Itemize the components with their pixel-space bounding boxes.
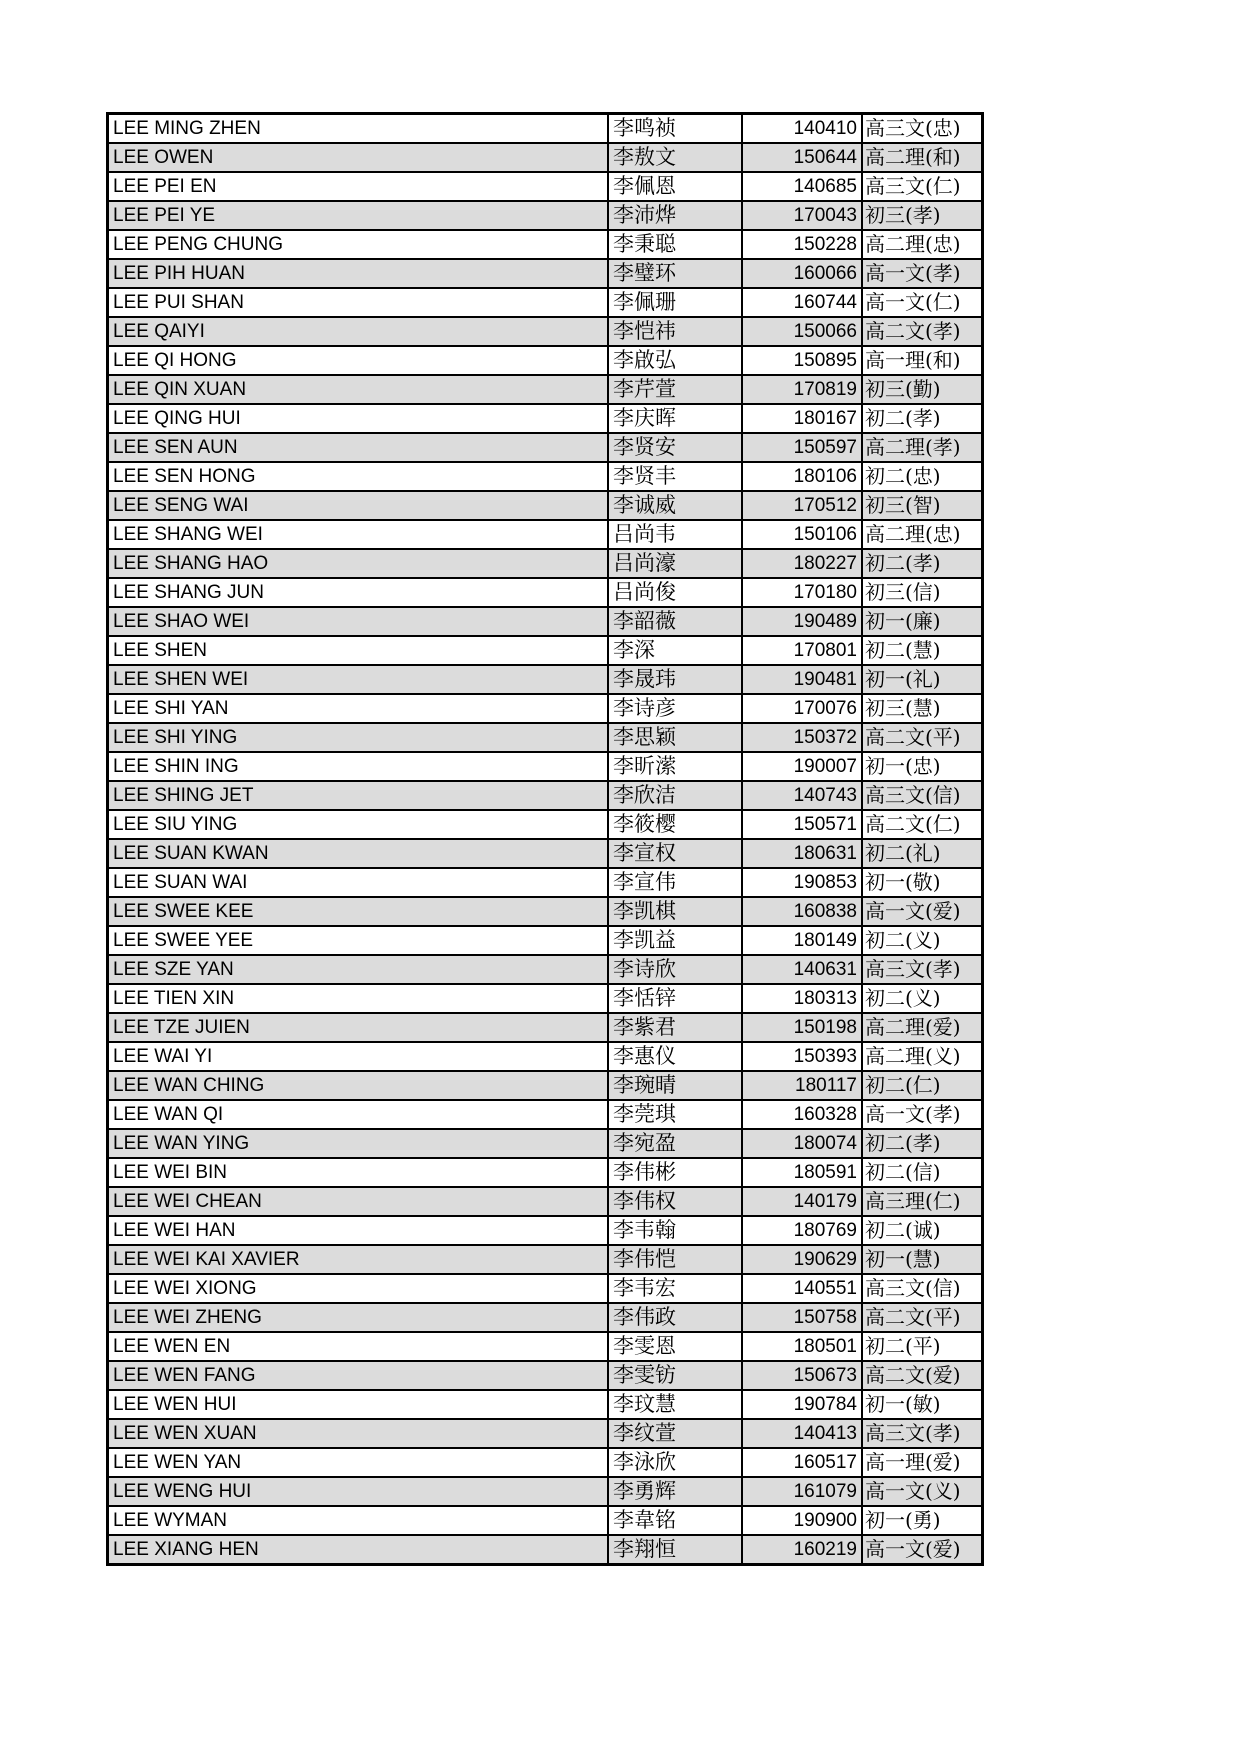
class-cell: 初二(礼)	[862, 839, 983, 868]
table-row	[108, 143, 983, 172]
class-cell: 高一文(孝)	[862, 259, 983, 288]
table-row	[108, 1245, 983, 1274]
class-cell: 高一文(义)	[862, 1477, 983, 1506]
student-id-cell: 140410	[742, 114, 862, 144]
student-name-cell: LEE WEI CHEAN	[108, 1187, 609, 1216]
student-id-cell: 180117	[742, 1071, 862, 1100]
student-name-cell: LEE WEN YAN	[108, 1448, 609, 1477]
chinese-name-cell: 李鸣祯	[608, 114, 742, 144]
class-cell: 初二(义)	[862, 926, 983, 955]
student-id-cell: 160744	[742, 288, 862, 317]
chinese-name-cell: 李沛烨	[608, 201, 742, 230]
student-name-cell: LEE QIN XUAN	[108, 375, 609, 404]
class-cell: 初一(廉)	[862, 607, 983, 636]
student-id-cell: 180149	[742, 926, 862, 955]
class-cell: 高二理(忠)	[862, 520, 983, 549]
table-row	[108, 346, 983, 375]
table-row	[108, 1390, 983, 1419]
class-cell: 高二理(忠)	[862, 230, 983, 259]
table-row	[108, 201, 983, 230]
table-row	[108, 897, 983, 926]
student-name-cell: LEE TZE JUIEN	[108, 1013, 609, 1042]
class-cell: 高一文(爱)	[862, 897, 983, 926]
student-id-cell: 170512	[742, 491, 862, 520]
student-name-cell: LEE SEN HONG	[108, 462, 609, 491]
chinese-name-cell: 李莞琪	[608, 1100, 742, 1129]
class-cell: 高二理(和)	[862, 143, 983, 172]
chinese-name-cell: 李敖文	[608, 143, 742, 172]
chinese-name-cell: 李佩珊	[608, 288, 742, 317]
class-cell: 初一(敏)	[862, 1390, 983, 1419]
chinese-name-cell: 李勇辉	[608, 1477, 742, 1506]
table-row	[108, 839, 983, 868]
student-name-cell: LEE SHEN WEI	[108, 665, 609, 694]
chinese-name-cell: 李芹萱	[608, 375, 742, 404]
class-cell: 初三(信)	[862, 578, 983, 607]
student-name-cell: LEE WENG HUI	[108, 1477, 609, 1506]
class-cell: 高三文(孝)	[862, 955, 983, 984]
student-name-cell: LEE WEI HAN	[108, 1216, 609, 1245]
student-id-cell: 180313	[742, 984, 862, 1013]
student-name-cell: LEE WEN FANG	[108, 1361, 609, 1390]
chinese-name-cell: 李泳欣	[608, 1448, 742, 1477]
class-cell: 初二(义)	[862, 984, 983, 1013]
student-id-cell: 180631	[742, 839, 862, 868]
student-name-cell: LEE QAIYI	[108, 317, 609, 346]
table-row	[108, 1477, 983, 1506]
student-name-cell: LEE QI HONG	[108, 346, 609, 375]
table-row	[108, 810, 983, 839]
student-name-cell: LEE SHAO WEI	[108, 607, 609, 636]
chinese-name-cell: 李凯棋	[608, 897, 742, 926]
student-id-cell: 150372	[742, 723, 862, 752]
student-id-cell: 140685	[742, 172, 862, 201]
class-cell: 高三文(信)	[862, 781, 983, 810]
class-cell: 高二文(仁)	[862, 810, 983, 839]
student-name-cell: LEE SWEE KEE	[108, 897, 609, 926]
student-roster-table	[106, 112, 984, 1566]
student-id-cell: 150673	[742, 1361, 862, 1390]
table-row	[108, 752, 983, 781]
chinese-name-cell: 李韋铭	[608, 1506, 742, 1535]
class-cell: 初二(平)	[862, 1332, 983, 1361]
student-name-cell: LEE SHI YING	[108, 723, 609, 752]
student-id-cell: 170076	[742, 694, 862, 723]
student-name-cell: LEE SHIN ING	[108, 752, 609, 781]
table-row	[108, 1071, 983, 1100]
table-row	[108, 1303, 983, 1332]
table-row	[108, 1419, 983, 1448]
student-name-cell: LEE PEI YE	[108, 201, 609, 230]
class-cell: 高二理(爱)	[862, 1013, 983, 1042]
chinese-name-cell: 李雯恩	[608, 1332, 742, 1361]
table-row	[108, 491, 983, 520]
student-name-cell: LEE WEN HUI	[108, 1390, 609, 1419]
chinese-name-cell: 吕尚濠	[608, 549, 742, 578]
class-cell: 初三(智)	[862, 491, 983, 520]
class-cell: 高三理(仁)	[862, 1187, 983, 1216]
student-id-cell: 150895	[742, 346, 862, 375]
student-id-cell: 160517	[742, 1448, 862, 1477]
chinese-name-cell: 李凯益	[608, 926, 742, 955]
chinese-name-cell: 李玟慧	[608, 1390, 742, 1419]
table-row	[108, 1042, 983, 1071]
student-id-cell: 150758	[742, 1303, 862, 1332]
table-row	[108, 1332, 983, 1361]
table-row	[108, 1187, 983, 1216]
student-name-cell: LEE PIH HUAN	[108, 259, 609, 288]
student-name-cell: LEE XIANG HEN	[108, 1535, 609, 1565]
chinese-name-cell: 李诗欣	[608, 955, 742, 984]
class-cell: 高三文(孝)	[862, 1419, 983, 1448]
table-row	[108, 1158, 983, 1187]
class-cell: 初一(勇)	[862, 1506, 983, 1535]
table-row	[108, 230, 983, 259]
class-cell: 初三(慧)	[862, 694, 983, 723]
student-name-cell: LEE SIU YING	[108, 810, 609, 839]
student-id-cell: 180074	[742, 1129, 862, 1158]
student-id-cell: 140551	[742, 1274, 862, 1303]
chinese-name-cell: 李恺祎	[608, 317, 742, 346]
student-id-cell: 190629	[742, 1245, 862, 1274]
student-name-cell: LEE SHANG WEI	[108, 520, 609, 549]
table-row	[108, 926, 983, 955]
chinese-name-cell: 李欣洁	[608, 781, 742, 810]
chinese-name-cell: 李佩恩	[608, 172, 742, 201]
chinese-name-cell: 吕尚俊	[608, 578, 742, 607]
student-name-cell: LEE WAI YI	[108, 1042, 609, 1071]
class-cell: 高一文(仁)	[862, 288, 983, 317]
student-id-cell: 190489	[742, 607, 862, 636]
chinese-name-cell: 李深	[608, 636, 742, 665]
class-cell: 初一(忠)	[862, 752, 983, 781]
chinese-name-cell: 李庆晖	[608, 404, 742, 433]
table-row	[108, 433, 983, 462]
chinese-name-cell: 李伟政	[608, 1303, 742, 1332]
table-row	[108, 636, 983, 665]
student-id-cell: 190853	[742, 868, 862, 897]
chinese-name-cell: 李琬晴	[608, 1071, 742, 1100]
student-id-cell: 170043	[742, 201, 862, 230]
student-name-cell: LEE WAN QI	[108, 1100, 609, 1129]
student-id-cell: 140631	[742, 955, 862, 984]
student-id-cell: 160838	[742, 897, 862, 926]
student-id-cell: 150644	[742, 143, 862, 172]
chinese-name-cell: 李璧环	[608, 259, 742, 288]
table-row	[108, 1535, 983, 1565]
class-cell: 高二理(义)	[862, 1042, 983, 1071]
student-id-cell: 140743	[742, 781, 862, 810]
chinese-name-cell: 李紫君	[608, 1013, 742, 1042]
student-id-cell: 150393	[742, 1042, 862, 1071]
student-name-cell: LEE SHEN	[108, 636, 609, 665]
student-name-cell: LEE SHI YAN	[108, 694, 609, 723]
student-id-cell: 170819	[742, 375, 862, 404]
student-id-cell: 190784	[742, 1390, 862, 1419]
student-id-cell: 161079	[742, 1477, 862, 1506]
chinese-name-cell: 李纹萱	[608, 1419, 742, 1448]
class-cell: 初二(慧)	[862, 636, 983, 665]
chinese-name-cell: 李贤丰	[608, 462, 742, 491]
chinese-name-cell: 李宣权	[608, 839, 742, 868]
student-name-cell: LEE SWEE YEE	[108, 926, 609, 955]
chinese-name-cell: 李韦宏	[608, 1274, 742, 1303]
student-id-cell: 180167	[742, 404, 862, 433]
student-id-cell: 180769	[742, 1216, 862, 1245]
class-cell: 初二(忠)	[862, 462, 983, 491]
student-name-cell: LEE PEI EN	[108, 172, 609, 201]
table-row	[108, 781, 983, 810]
table-row	[108, 1361, 983, 1390]
chinese-name-cell: 李宛盈	[608, 1129, 742, 1158]
table-row	[108, 1216, 983, 1245]
chinese-name-cell: 李贤安	[608, 433, 742, 462]
student-id-cell: 190900	[742, 1506, 862, 1535]
student-id-cell: 170180	[742, 578, 862, 607]
table-row	[108, 665, 983, 694]
student-name-cell: LEE SENG WAI	[108, 491, 609, 520]
class-cell: 初二(信)	[862, 1158, 983, 1187]
student-name-cell: LEE SUAN KWAN	[108, 839, 609, 868]
student-name-cell: LEE OWEN	[108, 143, 609, 172]
student-name-cell: LEE WEI KAI XAVIER	[108, 1245, 609, 1274]
chinese-name-cell: 李伟恺	[608, 1245, 742, 1274]
class-cell: 高三文(忠)	[862, 114, 983, 144]
class-cell: 初三(孝)	[862, 201, 983, 230]
class-cell: 高三文(仁)	[862, 172, 983, 201]
chinese-name-cell: 李伟权	[608, 1187, 742, 1216]
table-row	[108, 375, 983, 404]
class-cell: 初二(孝)	[862, 549, 983, 578]
student-name-cell: LEE PUI SHAN	[108, 288, 609, 317]
student-name-cell: LEE WAN YING	[108, 1129, 609, 1158]
class-cell: 初一(慧)	[862, 1245, 983, 1274]
table-row	[108, 955, 983, 984]
class-cell: 高一理(和)	[862, 346, 983, 375]
table-row	[108, 404, 983, 433]
table-row	[108, 259, 983, 288]
student-name-cell: LEE MING ZHEN	[108, 114, 609, 144]
student-roster-body	[108, 114, 983, 1565]
chinese-name-cell: 李韶薇	[608, 607, 742, 636]
chinese-name-cell: 李惠仪	[608, 1042, 742, 1071]
student-id-cell: 150571	[742, 810, 862, 839]
table-row	[108, 114, 983, 144]
chinese-name-cell: 李雯钫	[608, 1361, 742, 1390]
student-id-cell: 160328	[742, 1100, 862, 1129]
student-name-cell: LEE WEI XIONG	[108, 1274, 609, 1303]
class-cell: 高二文(平)	[862, 723, 983, 752]
class-cell: 初二(诚)	[862, 1216, 983, 1245]
student-id-cell: 180591	[742, 1158, 862, 1187]
table-row	[108, 1129, 983, 1158]
class-cell: 初二(孝)	[862, 1129, 983, 1158]
table-row	[108, 549, 983, 578]
class-cell: 高三文(信)	[862, 1274, 983, 1303]
class-cell: 初二(仁)	[862, 1071, 983, 1100]
table-row	[108, 462, 983, 491]
chinese-name-cell: 李筱樱	[608, 810, 742, 839]
table-row	[108, 317, 983, 346]
class-cell: 高二理(孝)	[862, 433, 983, 462]
chinese-name-cell: 李晟玮	[608, 665, 742, 694]
student-name-cell: LEE SUAN WAI	[108, 868, 609, 897]
student-id-cell: 150106	[742, 520, 862, 549]
chinese-name-cell: 李翔恒	[608, 1535, 742, 1565]
student-name-cell: LEE SHANG JUN	[108, 578, 609, 607]
student-name-cell: LEE WYMAN	[108, 1506, 609, 1535]
student-name-cell: LEE SHANG HAO	[108, 549, 609, 578]
student-id-cell: 150198	[742, 1013, 862, 1042]
student-id-cell: 160066	[742, 259, 862, 288]
table-row	[108, 288, 983, 317]
table-row	[108, 1274, 983, 1303]
student-id-cell: 180501	[742, 1332, 862, 1361]
class-cell: 高一理(爱)	[862, 1448, 983, 1477]
chinese-name-cell: 李伟彬	[608, 1158, 742, 1187]
student-id-cell: 150066	[742, 317, 862, 346]
student-name-cell: LEE SEN AUN	[108, 433, 609, 462]
student-id-cell: 150597	[742, 433, 862, 462]
student-name-cell: LEE WEI BIN	[108, 1158, 609, 1187]
chinese-name-cell: 吕尚韦	[608, 520, 742, 549]
chinese-name-cell: 李秉聪	[608, 230, 742, 259]
class-cell: 初一(敬)	[862, 868, 983, 897]
student-id-cell: 190481	[742, 665, 862, 694]
chinese-name-cell: 李宣伟	[608, 868, 742, 897]
table-row	[108, 1448, 983, 1477]
student-name-cell: LEE WAN CHING	[108, 1071, 609, 1100]
student-id-cell: 190007	[742, 752, 862, 781]
class-cell: 初一(礼)	[862, 665, 983, 694]
student-name-cell: LEE SHING JET	[108, 781, 609, 810]
student-name-cell: LEE WEN EN	[108, 1332, 609, 1361]
student-id-cell: 150228	[742, 230, 862, 259]
table-row	[108, 694, 983, 723]
table-row	[108, 1506, 983, 1535]
table-row	[108, 868, 983, 897]
class-cell: 初二(孝)	[862, 404, 983, 433]
student-id-cell: 180106	[742, 462, 862, 491]
class-cell: 高二文(爱)	[862, 1361, 983, 1390]
table-row	[108, 172, 983, 201]
chinese-name-cell: 李啟弘	[608, 346, 742, 375]
table-row	[108, 723, 983, 752]
table-row	[108, 1013, 983, 1042]
student-name-cell: LEE TIEN XIN	[108, 984, 609, 1013]
student-id-cell: 140413	[742, 1419, 862, 1448]
chinese-name-cell: 李思颖	[608, 723, 742, 752]
student-id-cell: 160219	[742, 1535, 862, 1565]
student-name-cell: LEE WEI ZHENG	[108, 1303, 609, 1332]
table-row	[108, 607, 983, 636]
table-row	[108, 1100, 983, 1129]
student-id-cell: 180227	[742, 549, 862, 578]
student-name-cell: LEE WEN XUAN	[108, 1419, 609, 1448]
table-row	[108, 578, 983, 607]
table-row	[108, 520, 983, 549]
class-cell: 高二文(孝)	[862, 317, 983, 346]
class-cell: 高一文(孝)	[862, 1100, 983, 1129]
chinese-name-cell: 李诚威	[608, 491, 742, 520]
student-id-cell: 170801	[742, 636, 862, 665]
student-name-cell: LEE PENG CHUNG	[108, 230, 609, 259]
student-name-cell: LEE SZE YAN	[108, 955, 609, 984]
student-name-cell: LEE QING HUI	[108, 404, 609, 433]
class-cell: 初三(勤)	[862, 375, 983, 404]
chinese-name-cell: 李诗彦	[608, 694, 742, 723]
chinese-name-cell: 李昕潆	[608, 752, 742, 781]
chinese-name-cell: 李恬锌	[608, 984, 742, 1013]
student-id-cell: 140179	[742, 1187, 862, 1216]
class-cell: 高二文(平)	[862, 1303, 983, 1332]
class-cell: 高一文(爱)	[862, 1535, 983, 1565]
chinese-name-cell: 李韦翰	[608, 1216, 742, 1245]
table-row	[108, 984, 983, 1013]
